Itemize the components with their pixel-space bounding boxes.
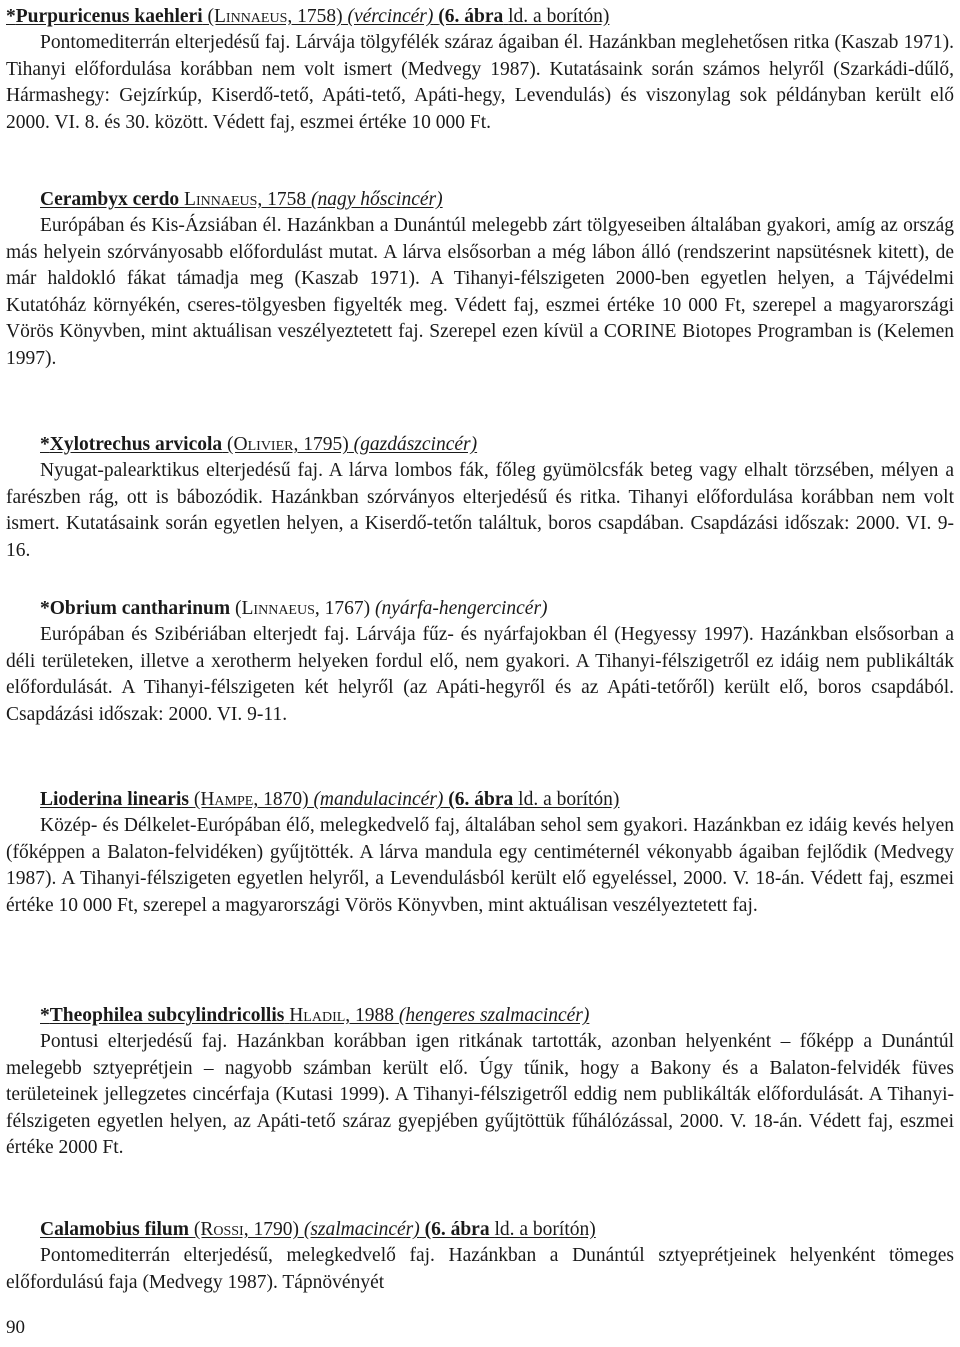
species-name: Xylotrechus arvicola	[49, 434, 223, 455]
hungarian-name: (nyárfa-hengercincér)	[375, 598, 548, 619]
species-description: Közép- és Délkelet-Európában élő, melegkedvelő faj, általában sehol sem gyakori. Hazánkban ez idáig kevés helyen (főképpen a Balaton-felvidéken) gyűjtötték. A lárva mandula egy centiméternél vékonyabb ágaiban fejlődik (Medvegy 1987). A Tihanyi-félszigeten egyetlen helyről, a Levendulásból került elő egyeléssel, 2000. V. 18-án. Védett faj, eszmei értéke 10 000 Ft, szerepel a magyarországi Vörös Könyvben, mint aktuálisan veszélyeztetett faj.	[6, 815, 954, 916]
star-marker: *	[6, 6, 16, 27]
species-author: (Hampe, 1870)	[193, 789, 309, 810]
species-name: Theophilea subcylindricollis	[49, 1005, 285, 1026]
species-author: (Linnaeus, 1758)	[207, 6, 343, 27]
star-marker: *	[40, 598, 50, 619]
species-name: Cerambyx cerdo	[40, 189, 180, 210]
species-author: (Olivier, 1795)	[227, 434, 349, 455]
hungarian-name: (nagy hőscincér)	[311, 189, 443, 210]
hungarian-name: (vércincér)	[347, 6, 434, 27]
species-heading	[40, 432, 954, 458]
hungarian-name: (gazdászcincér)	[353, 434, 478, 455]
species-heading	[40, 1003, 954, 1029]
species-heading	[40, 187, 954, 213]
figure-reference: (6. ábra	[424, 1219, 490, 1240]
species-author: Hladil, 1988	[289, 1005, 395, 1026]
species-description: Nyugat-palearktikus elterjedésű faj. A lárva lombos fák, főleg gyümölcsfák beteg vagy elhalt törzsében, mélyen a farészben rág, ott is bábozódik. Hazánkban szórványos elterjedésű és ritka. Tihanyi előfordulása korábban nem volt ismert. Kutatásaink során egyetlen helyen, a Kiserdő-tetőn találtuk, boros csapdában. Csapdázási időszak: 2000. VI. 9-16.	[6, 460, 954, 561]
species-entry	[6, 4, 954, 136]
page-number: 90	[6, 1317, 25, 1338]
figure-reference: (6. ábra	[448, 789, 514, 810]
species-heading	[40, 596, 954, 622]
hungarian-name: (hengeres szalmacincér)	[398, 1005, 590, 1026]
hungarian-name: (szalmacincér)	[303, 1219, 420, 1240]
figure-reference-rest: ld. a borítón)	[494, 1219, 596, 1240]
species-entry	[6, 1003, 954, 1162]
species-entry	[6, 432, 954, 564]
figure-reference-rest: ld. a borítón)	[508, 6, 610, 27]
species-description: Európában és Kis-Ázsiában él. Hazánkban a Dunántúl melegebb zárt tölgyeseiben általában gyakori, amíg az ország más helyein szórványosabb előfordulást mutat. A lárva elsősorban a még lábon álló (rendszerint napsütésnek kitett), de már haldokló fákat támadja meg (Kaszab 1971). A Tihanyi-félszigeten 2000-ben egyetlen helyen, a Tájvédelmi Kutatóház környékén, cseres-tölgyesben figyelték meg. Védett faj, eszmei értéke 10 000 Ft, szerepel a magyarországi Vörös Könyvben, mint aktuálisan veszélyeztetett faj. Szerepel ezen kívül a CORINE Biotopes Programban is (Kelemen 1997).	[6, 215, 954, 369]
species-author: Linnaeus, 1758	[184, 189, 307, 210]
species-description: Pontusi elterjedésű faj. Hazánkban korábban igen ritkának tartották, azonban helyenként – főképp a Dunántúl melegebb sztyeprétjein – nagyobb számban került elő. Úgy tűnik, hogy a Bakony és a Balaton-felvidék füves területeinek jellegzetes cincérfaja (Kutasi 1999). A Tihanyi-félszigetről eddig nem publikálták előfordulását. A Tihanyi-félszigeten egyetlen helyen, az Apáti-tető száraz gyepjében gyűjtöttük fűhálózással, 2000. V. 18-án. Védett faj, eszmei értéke 2000 Ft.	[6, 1031, 954, 1158]
species-author: (Linnaeus, 1767)	[235, 598, 371, 619]
hungarian-name: (mandulacincér)	[313, 789, 444, 810]
species-name: Calamobius filum	[40, 1219, 189, 1240]
figure-reference-rest: ld. a borítón)	[518, 789, 620, 810]
species-entry	[6, 787, 954, 919]
species-description: Pontomediterrán elterjedésű, melegkedvelő faj. Hazánkban a Dunántúl sztyeprétjeinek helyenként tömeges előfordulású faja (Medvegy 1987). Tápnövényét	[6, 1245, 954, 1293]
species-entry	[6, 596, 954, 728]
species-description: Európában és Szibériában elterjedt faj. Lárvája fűz- és nyárfajokban él (Hegyessy 1997). Hazánkban elsősorban a déli területeken, illetve a xerotherm helyeken fordul elő, nem gyakori. A Tihanyi-félszigetről ez idáig nem publikálták előfordulását. A Tihanyi-félszigeten két helyről (az Apáti-hegyről és az Apáti-tetőről) került elő, boros csapdából. Csapdázási időszak: 2000. VI. 9-11.	[6, 624, 954, 725]
species-heading	[6, 4, 954, 30]
species-heading	[40, 1217, 954, 1243]
species-entry	[6, 1217, 954, 1296]
species-author: (Rossi, 1790)	[193, 1219, 299, 1240]
star-marker: *	[40, 1005, 50, 1026]
species-name: Obrium cantharinum	[49, 598, 231, 619]
species-heading	[40, 787, 954, 813]
species-name: Lioderina linearis	[40, 789, 189, 810]
species-description: Pontomediterrán elterjedésű faj. Lárvája tölgyfélék száraz ágaiban él. Hazánkban meglehetősen ritka (Kaszab 1971). Tihanyi előfordulása korábban nem volt ismert (Medvegy 1987). Kutatásaink során számos helyről (Szarkádi-dűlő, Hármashegy: Gejzírkúp, Kiserdő-tető, Apáti-tető, Apáti-hegy, Levendulás) és viszonylag sok példányban került elő 2000. VI. 8. és 30. között. Védett faj, eszmei értéke 10 000 Ft.	[6, 32, 954, 133]
species-name: Purpuricenus kaehleri	[15, 6, 203, 27]
star-marker: *	[40, 434, 50, 455]
figure-reference: (6. ábra	[438, 6, 504, 27]
species-entry	[6, 187, 954, 372]
